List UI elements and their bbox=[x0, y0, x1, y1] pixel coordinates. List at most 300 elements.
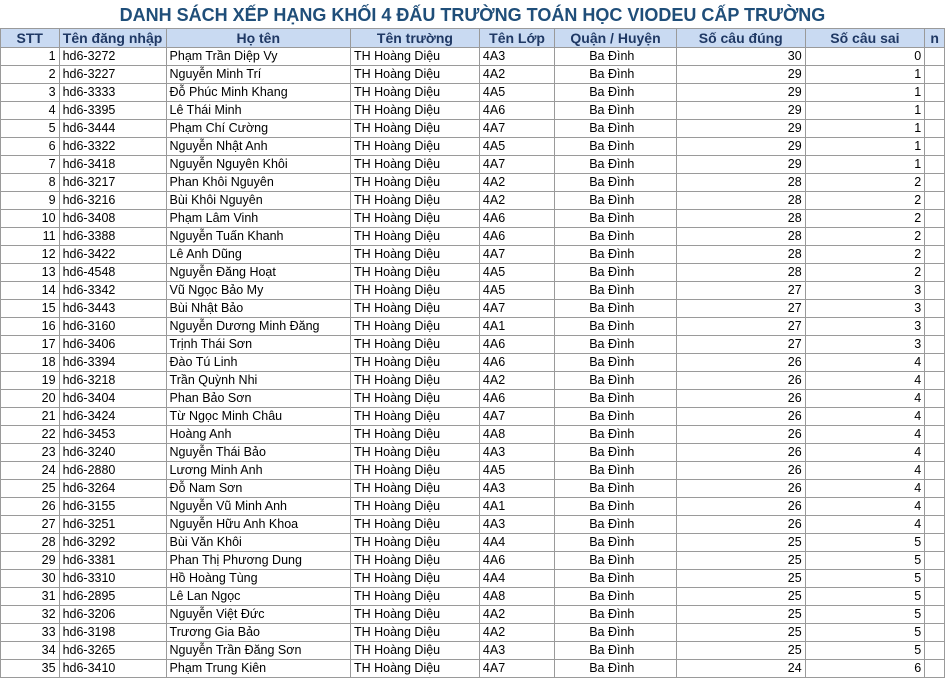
cell-next[interactable] bbox=[925, 102, 945, 120]
cell-wrong[interactable]: 5 bbox=[805, 624, 925, 642]
cell-wrong[interactable]: 1 bbox=[805, 120, 925, 138]
cell-class[interactable]: 4A6 bbox=[479, 228, 554, 246]
cell-correct[interactable]: 29 bbox=[676, 156, 805, 174]
cell-school[interactable]: TH Hoàng Diệu bbox=[350, 462, 479, 480]
cell-district[interactable]: Ba Đình bbox=[555, 480, 677, 498]
cell-school[interactable]: TH Hoàng Diệu bbox=[350, 336, 479, 354]
cell-district[interactable]: Ba Đình bbox=[555, 606, 677, 624]
cell-full-name[interactable]: Nguyễn Hữu Anh Khoa bbox=[166, 516, 350, 534]
cell-school[interactable]: TH Hoàng Diệu bbox=[350, 102, 479, 120]
cell-full-name[interactable]: Vũ Ngọc Bảo My bbox=[166, 282, 350, 300]
cell-wrong[interactable]: 4 bbox=[805, 498, 925, 516]
cell-class[interactable]: 4A5 bbox=[479, 462, 554, 480]
header-school[interactable]: Tên trường bbox=[350, 29, 479, 48]
cell-wrong[interactable]: 1 bbox=[805, 156, 925, 174]
cell-username[interactable]: hd6-3394 bbox=[59, 354, 166, 372]
cell-next[interactable] bbox=[925, 606, 945, 624]
cell-next[interactable] bbox=[925, 228, 945, 246]
cell-username[interactable]: hd6-3453 bbox=[59, 426, 166, 444]
cell-correct[interactable]: 29 bbox=[676, 120, 805, 138]
cell-next[interactable] bbox=[925, 192, 945, 210]
cell-wrong[interactable]: 1 bbox=[805, 66, 925, 84]
cell-correct[interactable]: 25 bbox=[676, 534, 805, 552]
cell-district[interactable]: Ba Đình bbox=[555, 642, 677, 660]
cell-district[interactable]: Ba Đình bbox=[555, 444, 677, 462]
cell-stt[interactable]: 18 bbox=[1, 354, 60, 372]
cell-next[interactable] bbox=[925, 570, 945, 588]
cell-stt[interactable]: 17 bbox=[1, 336, 60, 354]
cell-school[interactable]: TH Hoàng Diệu bbox=[350, 660, 479, 678]
cell-next[interactable] bbox=[925, 642, 945, 660]
cell-class[interactable]: 4A2 bbox=[479, 192, 554, 210]
cell-correct[interactable]: 26 bbox=[676, 480, 805, 498]
cell-wrong[interactable]: 5 bbox=[805, 570, 925, 588]
cell-district[interactable]: Ba Đình bbox=[555, 372, 677, 390]
cell-full-name[interactable]: Nguyễn Nguyên Khôi bbox=[166, 156, 350, 174]
cell-username[interactable]: hd6-3217 bbox=[59, 174, 166, 192]
cell-username[interactable]: hd6-3333 bbox=[59, 84, 166, 102]
cell-full-name[interactable]: Nguyễn Dương Minh Đăng bbox=[166, 318, 350, 336]
cell-wrong[interactable]: 5 bbox=[805, 642, 925, 660]
cell-next[interactable] bbox=[925, 138, 945, 156]
cell-username[interactable]: hd6-3410 bbox=[59, 660, 166, 678]
cell-class[interactable]: 4A7 bbox=[479, 246, 554, 264]
cell-school[interactable]: TH Hoàng Diệu bbox=[350, 642, 479, 660]
cell-stt[interactable]: 34 bbox=[1, 642, 60, 660]
cell-district[interactable]: Ba Đình bbox=[555, 462, 677, 480]
cell-stt[interactable]: 19 bbox=[1, 372, 60, 390]
cell-stt[interactable]: 20 bbox=[1, 390, 60, 408]
cell-stt[interactable]: 3 bbox=[1, 84, 60, 102]
cell-school[interactable]: TH Hoàng Diệu bbox=[350, 552, 479, 570]
cell-next[interactable] bbox=[925, 462, 945, 480]
cell-class[interactable]: 4A6 bbox=[479, 552, 554, 570]
cell-stt[interactable]: 21 bbox=[1, 408, 60, 426]
cell-correct[interactable]: 29 bbox=[676, 102, 805, 120]
cell-class[interactable]: 4A8 bbox=[479, 426, 554, 444]
cell-class[interactable]: 4A6 bbox=[479, 354, 554, 372]
header-correct[interactable]: Số câu đúng bbox=[676, 29, 805, 48]
cell-stt[interactable]: 35 bbox=[1, 660, 60, 678]
cell-username[interactable]: hd6-3265 bbox=[59, 642, 166, 660]
cell-class[interactable]: 4A6 bbox=[479, 102, 554, 120]
cell-username[interactable]: hd6-2895 bbox=[59, 588, 166, 606]
cell-next[interactable] bbox=[925, 444, 945, 462]
cell-class[interactable]: 4A2 bbox=[479, 624, 554, 642]
cell-username[interactable]: hd6-3272 bbox=[59, 48, 166, 66]
cell-district[interactable]: Ba Đình bbox=[555, 552, 677, 570]
cell-wrong[interactable]: 5 bbox=[805, 606, 925, 624]
cell-username[interactable]: hd6-3408 bbox=[59, 210, 166, 228]
cell-username[interactable]: hd6-3388 bbox=[59, 228, 166, 246]
cell-school[interactable]: TH Hoàng Diệu bbox=[350, 624, 479, 642]
cell-next[interactable] bbox=[925, 174, 945, 192]
cell-next[interactable] bbox=[925, 210, 945, 228]
cell-full-name[interactable]: Phạm Trần Diệp Vy bbox=[166, 48, 350, 66]
cell-district[interactable]: Ba Đình bbox=[555, 192, 677, 210]
cell-school[interactable]: TH Hoàng Diệu bbox=[350, 390, 479, 408]
cell-full-name[interactable]: Phan Khôi Nguyên bbox=[166, 174, 350, 192]
cell-username[interactable]: hd6-3155 bbox=[59, 498, 166, 516]
cell-school[interactable]: TH Hoàng Diệu bbox=[350, 408, 479, 426]
cell-district[interactable]: Ba Đình bbox=[555, 264, 677, 282]
cell-correct[interactable]: 27 bbox=[676, 336, 805, 354]
cell-username[interactable]: hd6-3264 bbox=[59, 480, 166, 498]
cell-correct[interactable]: 27 bbox=[676, 318, 805, 336]
cell-school[interactable]: TH Hoàng Diệu bbox=[350, 498, 479, 516]
cell-school[interactable]: TH Hoàng Diệu bbox=[350, 480, 479, 498]
cell-full-name[interactable]: Đỗ Phúc Minh Khang bbox=[166, 84, 350, 102]
cell-class[interactable]: 4A5 bbox=[479, 282, 554, 300]
cell-full-name[interactable]: Lê Anh Dũng bbox=[166, 246, 350, 264]
cell-wrong[interactable]: 2 bbox=[805, 264, 925, 282]
cell-stt[interactable]: 1 bbox=[1, 48, 60, 66]
cell-full-name[interactable]: Nguyễn Tuấn Khanh bbox=[166, 228, 350, 246]
cell-correct[interactable]: 26 bbox=[676, 408, 805, 426]
cell-class[interactable]: 4A6 bbox=[479, 336, 554, 354]
cell-full-name[interactable]: Phan Thị Phương Dung bbox=[166, 552, 350, 570]
cell-wrong[interactable]: 2 bbox=[805, 228, 925, 246]
cell-username[interactable]: hd6-3406 bbox=[59, 336, 166, 354]
cell-district[interactable]: Ba Đình bbox=[555, 660, 677, 678]
cell-correct[interactable]: 25 bbox=[676, 624, 805, 642]
cell-stt[interactable]: 6 bbox=[1, 138, 60, 156]
cell-school[interactable]: TH Hoàng Diệu bbox=[350, 264, 479, 282]
cell-correct[interactable]: 27 bbox=[676, 282, 805, 300]
cell-username[interactable]: hd6-3444 bbox=[59, 120, 166, 138]
cell-district[interactable]: Ba Đình bbox=[555, 426, 677, 444]
cell-username[interactable]: hd6-2880 bbox=[59, 462, 166, 480]
cell-full-name[interactable]: Nguyễn Vũ Minh Anh bbox=[166, 498, 350, 516]
cell-next[interactable] bbox=[925, 48, 945, 66]
cell-correct[interactable]: 28 bbox=[676, 210, 805, 228]
cell-class[interactable]: 4A2 bbox=[479, 174, 554, 192]
cell-stt[interactable]: 15 bbox=[1, 300, 60, 318]
cell-class[interactable]: 4A5 bbox=[479, 264, 554, 282]
cell-username[interactable]: hd6-3342 bbox=[59, 282, 166, 300]
cell-school[interactable]: TH Hoàng Diệu bbox=[350, 48, 479, 66]
cell-username[interactable]: hd6-3292 bbox=[59, 534, 166, 552]
cell-stt[interactable]: 16 bbox=[1, 318, 60, 336]
cell-wrong[interactable]: 2 bbox=[805, 192, 925, 210]
cell-school[interactable]: TH Hoàng Diệu bbox=[350, 534, 479, 552]
cell-stt[interactable]: 14 bbox=[1, 282, 60, 300]
cell-full-name[interactable]: Trương Gia Bảo bbox=[166, 624, 350, 642]
cell-next[interactable] bbox=[925, 300, 945, 318]
cell-school[interactable]: TH Hoàng Diệu bbox=[350, 426, 479, 444]
cell-district[interactable]: Ba Đình bbox=[555, 84, 677, 102]
cell-correct[interactable]: 26 bbox=[676, 426, 805, 444]
cell-school[interactable]: TH Hoàng Diệu bbox=[350, 570, 479, 588]
cell-next[interactable] bbox=[925, 372, 945, 390]
cell-class[interactable]: 4A5 bbox=[479, 138, 554, 156]
cell-full-name[interactable]: Phạm Lâm Vinh bbox=[166, 210, 350, 228]
cell-correct[interactable]: 26 bbox=[676, 390, 805, 408]
cell-wrong[interactable]: 4 bbox=[805, 372, 925, 390]
cell-next[interactable] bbox=[925, 264, 945, 282]
cell-school[interactable]: TH Hoàng Diệu bbox=[350, 156, 479, 174]
cell-next[interactable] bbox=[925, 84, 945, 102]
cell-correct[interactable]: 26 bbox=[676, 444, 805, 462]
cell-full-name[interactable]: Trần Quỳnh Nhi bbox=[166, 372, 350, 390]
cell-next[interactable] bbox=[925, 156, 945, 174]
cell-class[interactable]: 4A1 bbox=[479, 318, 554, 336]
cell-stt[interactable]: 7 bbox=[1, 156, 60, 174]
cell-username[interactable]: hd6-3251 bbox=[59, 516, 166, 534]
cell-next[interactable] bbox=[925, 318, 945, 336]
cell-full-name[interactable]: Nguyễn Đăng Hoạt bbox=[166, 264, 350, 282]
cell-correct[interactable]: 25 bbox=[676, 570, 805, 588]
cell-wrong[interactable]: 0 bbox=[805, 48, 925, 66]
cell-wrong[interactable]: 4 bbox=[805, 516, 925, 534]
cell-username[interactable]: hd6-3322 bbox=[59, 138, 166, 156]
cell-school[interactable]: TH Hoàng Diệu bbox=[350, 606, 479, 624]
cell-stt[interactable]: 2 bbox=[1, 66, 60, 84]
cell-correct[interactable]: 26 bbox=[676, 516, 805, 534]
cell-full-name[interactable]: Hồ Hoàng Tùng bbox=[166, 570, 350, 588]
cell-district[interactable]: Ba Đình bbox=[555, 390, 677, 408]
cell-class[interactable]: 4A1 bbox=[479, 498, 554, 516]
cell-full-name[interactable]: Phạm Trung Kiên bbox=[166, 660, 350, 678]
cell-wrong[interactable]: 5 bbox=[805, 534, 925, 552]
cell-username[interactable]: hd6-3240 bbox=[59, 444, 166, 462]
cell-correct[interactable]: 29 bbox=[676, 84, 805, 102]
header-class[interactable]: Tên Lớp bbox=[479, 29, 554, 48]
cell-wrong[interactable]: 4 bbox=[805, 408, 925, 426]
cell-district[interactable]: Ba Đình bbox=[555, 138, 677, 156]
cell-next[interactable] bbox=[925, 336, 945, 354]
cell-wrong[interactable]: 2 bbox=[805, 174, 925, 192]
cell-district[interactable]: Ba Đình bbox=[555, 318, 677, 336]
cell-wrong[interactable]: 3 bbox=[805, 300, 925, 318]
cell-stt[interactable]: 12 bbox=[1, 246, 60, 264]
cell-class[interactable]: 4A6 bbox=[479, 390, 554, 408]
header-wrong[interactable]: Số câu sai bbox=[805, 29, 925, 48]
cell-school[interactable]: TH Hoàng Diệu bbox=[350, 588, 479, 606]
cell-school[interactable]: TH Hoàng Diệu bbox=[350, 246, 479, 264]
cell-next[interactable] bbox=[925, 552, 945, 570]
cell-stt[interactable]: 28 bbox=[1, 534, 60, 552]
cell-full-name[interactable]: Đỗ Nam Sơn bbox=[166, 480, 350, 498]
cell-username[interactable]: hd6-3418 bbox=[59, 156, 166, 174]
cell-wrong[interactable]: 4 bbox=[805, 444, 925, 462]
cell-correct[interactable]: 28 bbox=[676, 174, 805, 192]
cell-school[interactable]: TH Hoàng Diệu bbox=[350, 372, 479, 390]
cell-district[interactable]: Ba Đình bbox=[555, 336, 677, 354]
cell-class[interactable]: 4A3 bbox=[479, 516, 554, 534]
header-stt[interactable]: STT bbox=[1, 29, 60, 48]
cell-next[interactable] bbox=[925, 408, 945, 426]
cell-district[interactable]: Ba Đình bbox=[555, 156, 677, 174]
cell-next[interactable] bbox=[925, 354, 945, 372]
cell-wrong[interactable]: 4 bbox=[805, 462, 925, 480]
cell-wrong[interactable]: 6 bbox=[805, 660, 925, 678]
cell-district[interactable]: Ba Đình bbox=[555, 66, 677, 84]
cell-class[interactable]: 4A3 bbox=[479, 48, 554, 66]
cell-school[interactable]: TH Hoàng Diệu bbox=[350, 66, 479, 84]
cell-district[interactable]: Ba Đình bbox=[555, 210, 677, 228]
cell-next[interactable] bbox=[925, 66, 945, 84]
cell-full-name[interactable]: Nguyễn Nhật Anh bbox=[166, 138, 350, 156]
cell-stt[interactable]: 27 bbox=[1, 516, 60, 534]
cell-username[interactable]: hd6-3206 bbox=[59, 606, 166, 624]
cell-class[interactable]: 4A7 bbox=[479, 300, 554, 318]
cell-school[interactable]: TH Hoàng Diệu bbox=[350, 228, 479, 246]
cell-school[interactable]: TH Hoàng Diệu bbox=[350, 192, 479, 210]
cell-correct[interactable]: 26 bbox=[676, 498, 805, 516]
cell-stt[interactable]: 31 bbox=[1, 588, 60, 606]
cell-school[interactable]: TH Hoàng Diệu bbox=[350, 318, 479, 336]
cell-district[interactable]: Ba Đình bbox=[555, 282, 677, 300]
cell-wrong[interactable]: 4 bbox=[805, 354, 925, 372]
cell-full-name[interactable]: Nguyễn Việt Đức bbox=[166, 606, 350, 624]
cell-class[interactable]: 4A3 bbox=[479, 480, 554, 498]
cell-full-name[interactable]: Nguyễn Thái Bảo bbox=[166, 444, 350, 462]
cell-wrong[interactable]: 4 bbox=[805, 426, 925, 444]
cell-next[interactable] bbox=[925, 282, 945, 300]
cell-stt[interactable]: 10 bbox=[1, 210, 60, 228]
cell-wrong[interactable]: 2 bbox=[805, 246, 925, 264]
header-district[interactable]: Quận / Huyện bbox=[555, 29, 677, 48]
cell-wrong[interactable]: 1 bbox=[805, 138, 925, 156]
cell-school[interactable]: TH Hoàng Diệu bbox=[350, 282, 479, 300]
cell-class[interactable]: 4A3 bbox=[479, 642, 554, 660]
cell-stt[interactable]: 5 bbox=[1, 120, 60, 138]
cell-class[interactable]: 4A2 bbox=[479, 606, 554, 624]
cell-stt[interactable]: 26 bbox=[1, 498, 60, 516]
cell-next[interactable] bbox=[925, 534, 945, 552]
header-next-col[interactable]: n bbox=[925, 29, 945, 48]
cell-correct[interactable]: 30 bbox=[676, 48, 805, 66]
cell-class[interactable]: 4A3 bbox=[479, 444, 554, 462]
cell-correct[interactable]: 25 bbox=[676, 552, 805, 570]
cell-correct[interactable]: 24 bbox=[676, 660, 805, 678]
cell-full-name[interactable]: Phạm Chí Cường bbox=[166, 120, 350, 138]
cell-school[interactable]: TH Hoàng Diệu bbox=[350, 120, 479, 138]
cell-wrong[interactable]: 3 bbox=[805, 318, 925, 336]
cell-next[interactable] bbox=[925, 516, 945, 534]
cell-class[interactable]: 4A7 bbox=[479, 120, 554, 138]
cell-stt[interactable]: 30 bbox=[1, 570, 60, 588]
cell-wrong[interactable]: 5 bbox=[805, 588, 925, 606]
cell-district[interactable]: Ba Đình bbox=[555, 570, 677, 588]
cell-username[interactable]: hd6-3443 bbox=[59, 300, 166, 318]
cell-correct[interactable]: 26 bbox=[676, 462, 805, 480]
cell-next[interactable] bbox=[925, 426, 945, 444]
cell-full-name[interactable]: Đào Tú Linh bbox=[166, 354, 350, 372]
cell-stt[interactable]: 13 bbox=[1, 264, 60, 282]
cell-full-name[interactable]: Lê Lan Ngọc bbox=[166, 588, 350, 606]
cell-correct[interactable]: 28 bbox=[676, 246, 805, 264]
cell-next[interactable] bbox=[925, 660, 945, 678]
cell-school[interactable]: TH Hoàng Diệu bbox=[350, 174, 479, 192]
cell-next[interactable] bbox=[925, 246, 945, 264]
cell-stt[interactable]: 23 bbox=[1, 444, 60, 462]
cell-district[interactable]: Ba Đình bbox=[555, 120, 677, 138]
cell-next[interactable] bbox=[925, 120, 945, 138]
cell-school[interactable]: TH Hoàng Diệu bbox=[350, 210, 479, 228]
cell-class[interactable]: 4A7 bbox=[479, 408, 554, 426]
cell-username[interactable]: hd6-3198 bbox=[59, 624, 166, 642]
cell-district[interactable]: Ba Đình bbox=[555, 174, 677, 192]
cell-full-name[interactable]: Lê Thái Minh bbox=[166, 102, 350, 120]
cell-stt[interactable]: 22 bbox=[1, 426, 60, 444]
cell-district[interactable]: Ba Đình bbox=[555, 408, 677, 426]
cell-stt[interactable]: 33 bbox=[1, 624, 60, 642]
cell-class[interactable]: 4A2 bbox=[479, 372, 554, 390]
cell-username[interactable]: hd6-3160 bbox=[59, 318, 166, 336]
cell-wrong[interactable]: 3 bbox=[805, 336, 925, 354]
cell-full-name[interactable]: Hoàng Anh bbox=[166, 426, 350, 444]
cell-username[interactable]: hd6-4548 bbox=[59, 264, 166, 282]
cell-school[interactable]: TH Hoàng Diệu bbox=[350, 354, 479, 372]
cell-stt[interactable]: 29 bbox=[1, 552, 60, 570]
cell-correct[interactable]: 26 bbox=[676, 354, 805, 372]
cell-username[interactable]: hd6-3424 bbox=[59, 408, 166, 426]
cell-wrong[interactable]: 3 bbox=[805, 282, 925, 300]
cell-full-name[interactable]: Lương Minh Anh bbox=[166, 462, 350, 480]
header-username[interactable]: Tên đăng nhập bbox=[59, 29, 166, 48]
cell-wrong[interactable]: 5 bbox=[805, 552, 925, 570]
cell-stt[interactable]: 32 bbox=[1, 606, 60, 624]
cell-class[interactable]: 4A4 bbox=[479, 570, 554, 588]
cell-full-name[interactable]: Bùi Văn Khôi bbox=[166, 534, 350, 552]
cell-school[interactable]: TH Hoàng Diệu bbox=[350, 444, 479, 462]
cell-correct[interactable]: 25 bbox=[676, 588, 805, 606]
cell-full-name[interactable]: Bùi Khôi Nguyên bbox=[166, 192, 350, 210]
cell-wrong[interactable]: 1 bbox=[805, 102, 925, 120]
cell-next[interactable] bbox=[925, 480, 945, 498]
cell-district[interactable]: Ba Đình bbox=[555, 48, 677, 66]
cell-class[interactable]: 4A5 bbox=[479, 84, 554, 102]
cell-wrong[interactable]: 4 bbox=[805, 480, 925, 498]
cell-district[interactable]: Ba Đình bbox=[555, 588, 677, 606]
cell-correct[interactable]: 29 bbox=[676, 66, 805, 84]
cell-full-name[interactable]: Trịnh Thái Sơn bbox=[166, 336, 350, 354]
cell-district[interactable]: Ba Đình bbox=[555, 300, 677, 318]
cell-school[interactable]: TH Hoàng Diệu bbox=[350, 300, 479, 318]
cell-username[interactable]: hd6-3395 bbox=[59, 102, 166, 120]
cell-school[interactable]: TH Hoàng Diệu bbox=[350, 138, 479, 156]
cell-username[interactable]: hd6-3310 bbox=[59, 570, 166, 588]
cell-district[interactable]: Ba Đình bbox=[555, 516, 677, 534]
cell-correct[interactable]: 25 bbox=[676, 642, 805, 660]
cell-stt[interactable]: 4 bbox=[1, 102, 60, 120]
cell-class[interactable]: 4A8 bbox=[479, 588, 554, 606]
cell-full-name[interactable]: Bùi Nhật Bảo bbox=[166, 300, 350, 318]
cell-class[interactable]: 4A2 bbox=[479, 66, 554, 84]
cell-district[interactable]: Ba Đình bbox=[555, 354, 677, 372]
cell-username[interactable]: hd6-3218 bbox=[59, 372, 166, 390]
cell-class[interactable]: 4A7 bbox=[479, 660, 554, 678]
cell-correct[interactable]: 28 bbox=[676, 264, 805, 282]
cell-stt[interactable]: 9 bbox=[1, 192, 60, 210]
cell-username[interactable]: hd6-3404 bbox=[59, 390, 166, 408]
cell-class[interactable]: 4A7 bbox=[479, 156, 554, 174]
cell-district[interactable]: Ba Đình bbox=[555, 624, 677, 642]
header-full-name[interactable]: Họ tên bbox=[166, 29, 350, 48]
cell-stt[interactable]: 25 bbox=[1, 480, 60, 498]
cell-district[interactable]: Ba Đình bbox=[555, 102, 677, 120]
cell-school[interactable]: TH Hoàng Diệu bbox=[350, 516, 479, 534]
cell-full-name[interactable]: Nguyễn Minh Trí bbox=[166, 66, 350, 84]
cell-correct[interactable]: 28 bbox=[676, 192, 805, 210]
cell-next[interactable] bbox=[925, 624, 945, 642]
cell-username[interactable]: hd6-3422 bbox=[59, 246, 166, 264]
cell-stt[interactable]: 8 bbox=[1, 174, 60, 192]
cell-correct[interactable]: 28 bbox=[676, 228, 805, 246]
cell-stt[interactable]: 11 bbox=[1, 228, 60, 246]
